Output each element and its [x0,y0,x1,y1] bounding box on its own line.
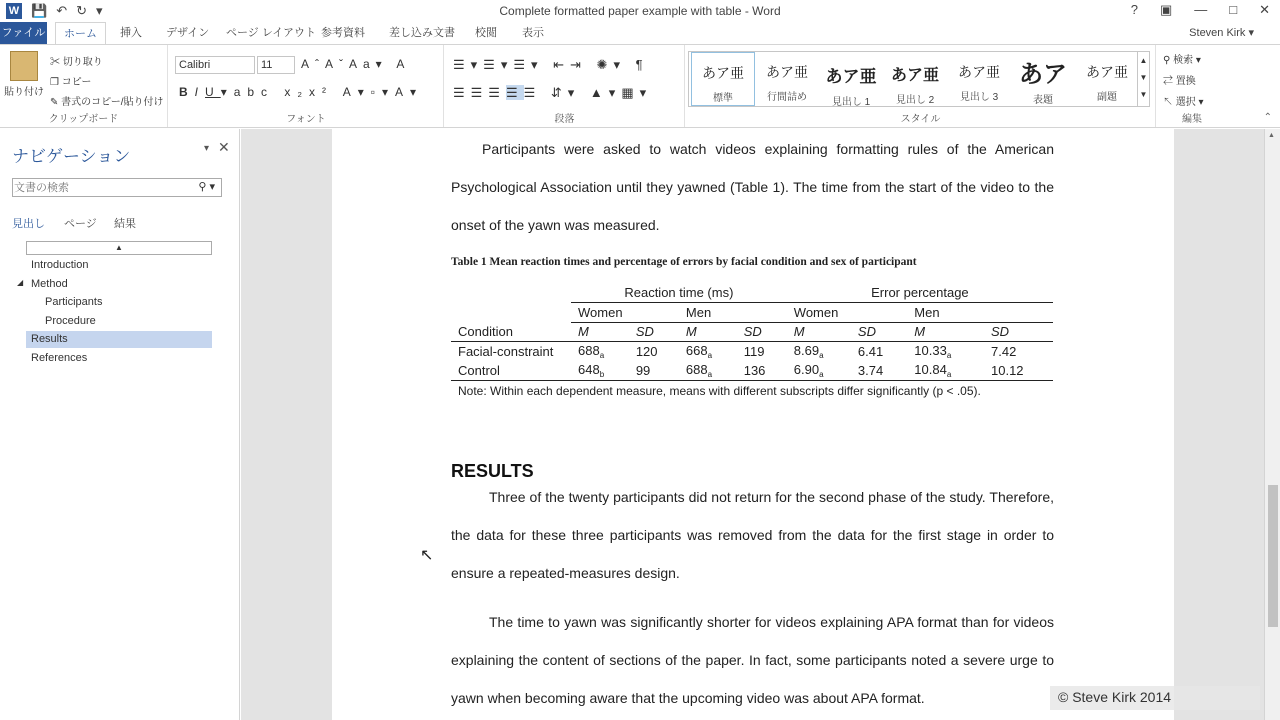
cut-button[interactable]: ✂ 切り取り [50,57,103,68]
table-row: Control $648_b$ 99 $688_a$ 136 $6.90_a$ 3.74 $10.84_a$ 10.12 [451,361,1053,381]
styles-scroll-icon[interactable]: ▲ ▼ ▼ [1137,52,1149,106]
header-err-men: Men [907,303,1053,323]
style-heading-1[interactable]: あア亜 見出し 1 [825,67,877,108]
font-label: フォント [286,114,326,125]
navigation-pane [0,129,240,720]
nav-heading-results[interactable]: Results [26,331,212,348]
header-sd: SD [857,324,876,340]
nav-heading-introduction[interactable]: Introduction [31,259,89,271]
editing-label: 編集 [1182,114,1202,125]
header-rt-women: Women [571,303,679,323]
select-button[interactable]: ↖ 選択 ▾ [1163,97,1204,108]
header-error-percentage: Error percentage [787,283,1053,303]
ribbon-options-button[interactable]: ▣ [1159,2,1173,17]
user-account[interactable]: Steven Kirk ▾ [1189,27,1254,39]
tab-home[interactable]: ホーム [55,22,106,44]
copy-icon: ❐ [50,77,62,88]
header-rt-men: Men [679,303,787,323]
brush-icon: ✎ [50,97,62,108]
table-note: Note: Within each dependent measure, means with different subscripts differ significantly (p < .05). [458,384,981,398]
window-title: Complete formatted paper example with table - Word [499,4,781,18]
style-title[interactable]: あア 表題 [1019,61,1067,106]
header-err-women: Women [787,303,907,323]
tab-mailings[interactable]: 差し込み文書 [389,27,455,39]
copy-button[interactable]: ❐ コピー [50,77,92,88]
nav-heading-participants[interactable]: Participants [45,296,103,308]
word-app-icon[interactable]: W [6,3,22,19]
paste-icon[interactable] [10,51,38,81]
header-sd: SD [635,324,654,340]
results-heading[interactable]: RESULTS [451,461,534,481]
header-condition: Condition [458,324,513,339]
header-m: M [578,324,589,340]
nav-title: ナビゲーション [12,147,131,166]
copyright-watermark: © Steve Kirk 2014 [1058,689,1172,705]
list-buttons[interactable]: ☰▾☰▾☰▾ ⇤⇥ ✺▾ ¶ [453,57,649,72]
font-format-buttons[interactable]: BIU▾abc x₂x² A▾▫▾A▾ [179,85,424,99]
cursor-icon: ↖ [1163,97,1176,108]
style-subtitle[interactable]: あア亜 副題 [1086,64,1128,103]
font-name-combo[interactable]: Calibri [175,56,255,74]
ribbon [0,44,1280,128]
paste-button[interactable]: 貼り付け [4,87,44,98]
header-reaction-time: Reaction time (ms) [571,283,787,303]
font-group [169,45,444,127]
style-no-spacing[interactable]: あア亜 行間詰め [766,64,808,103]
restore-button[interactable]: □ [1229,2,1238,17]
nav-close-icon[interactable]: ✕ [218,139,230,155]
nav-options-icon[interactable]: ▾ [204,143,210,154]
mouse-pointer-icon: ↖ [420,547,434,564]
tab-file[interactable]: ファイル [0,22,47,44]
tab-view[interactable]: 表示 [522,27,544,39]
tab-page-layout[interactable]: ページ レイアウト [226,27,316,39]
replace-button[interactable]: ⇄ 置換 [1163,76,1196,87]
styles-label: スタイル [900,114,941,125]
style-heading-2[interactable]: あア亜 見出し 2 [890,67,939,106]
help-button[interactable]: ? [1130,2,1138,17]
paragraph-method[interactable]: Participants were asked to watch videos explaining formatting rules of the American Psychological Association until they yawned (Table 1). The time from the start of the video to the onset of the yawn was measured. [451,141,1054,233]
nav-tab-headings[interactable]: 見出し [12,218,45,230]
search-icon[interactable]: ⚲ ▾ [198,181,215,193]
close-button[interactable]: ✕ [1259,2,1270,17]
vertical-scrollbar[interactable] [1264,129,1280,720]
header-sd: SD [743,324,762,340]
paragraph-group [445,45,685,127]
tab-review[interactable]: 校閲 [475,27,497,39]
save-icon[interactable]: 💾 [31,3,48,18]
clipboard-group [0,45,168,127]
header-m: M [914,324,926,340]
nav-heading-method[interactable]: Method [31,278,68,290]
results-table [451,283,1053,381]
undo-icon[interactable]: ↶ [56,3,68,18]
format-painter-button[interactable]: ✎ 書式のコピー/貼り付け [50,97,164,108]
tab-references[interactable]: 参考資料 [321,27,365,39]
binoculars-icon: ⚲ [1163,55,1174,66]
nav-tab-pages[interactable]: ページ [64,218,97,230]
style-normal[interactable]: あア亜 標準 [691,52,755,106]
collapse-ribbon-icon[interactable]: ⌃ [1263,112,1272,123]
replace-icon: ⇄ [1163,76,1176,87]
style-heading-3[interactable]: あア亜 見出し 3 [958,64,1000,103]
tab-design[interactable]: デザイン [166,27,210,39]
table-caption: Table 1 Mean reaction times and percentage of errors by facial condition and sex of participant [451,256,917,268]
alignment-buttons[interactable]: ☰☰☰☰☰ ⇵▾ ▲▾▦▾ [453,85,653,100]
paragraph-results-1[interactable]: Three of the twenty participants did not return for the second phase of the study. Therefore, the data for these three participants was removed from the data for the first stage in order to ensure a repeated-measures design. [451,489,1054,581]
table-row: Facial-constraint $688_a$ 120 $668_a$ 119 $8.69_a$ 6.41 $10.33_a$ 7.42 [458,343,1017,360]
scrollbar-thumb[interactable] [1268,485,1278,627]
nav-heading-procedure[interactable]: Procedure [45,315,96,327]
clipboard-label: クリップボード [48,114,119,125]
paragraph-results-2[interactable]: The time to yawn was significantly shorter for videos explaining APA format than for videos explaining the content of sections of the paper. In fact, some participants noted a severe urge to yawn when becoming aware that the upcoming video was about APA format. [451,614,1054,706]
collapse-triangle-icon[interactable]: ◢ [17,278,24,287]
paragraph-label: 段落 [554,114,575,125]
header-m: M [793,324,805,340]
ribbon-tabs [0,22,1280,44]
font-size-buttons[interactable]: AˆAˇAa▾ A [301,57,411,71]
font-size-combo[interactable]: 11 [257,56,295,74]
nav-tab-results[interactable]: 結果 [114,218,136,230]
minimize-button[interactable]: — [1194,2,1208,17]
editing-group [1157,45,1227,127]
scroll-up-icon[interactable]: ▲ [1268,132,1275,139]
window-controls [1131,2,1270,18]
customize-qat-icon[interactable]: ▾ [96,3,103,18]
styles-gallery [688,51,1150,107]
title-bar [0,0,1280,22]
header-sd: SD [991,324,1010,340]
header-m: M [685,324,697,340]
nav-search-box [12,178,222,197]
find-button[interactable]: ⚲ 検索 ▾ [1163,55,1201,66]
scissors-icon: ✂ [50,57,63,68]
nav-heading-references[interactable]: References [31,352,88,364]
nav-scroll-up-icon[interactable]: ▲ [26,241,212,255]
search-input[interactable] [14,180,186,195]
redo-icon[interactable]: ↻ [76,3,87,18]
tab-insert[interactable]: 挿入 [120,27,142,39]
